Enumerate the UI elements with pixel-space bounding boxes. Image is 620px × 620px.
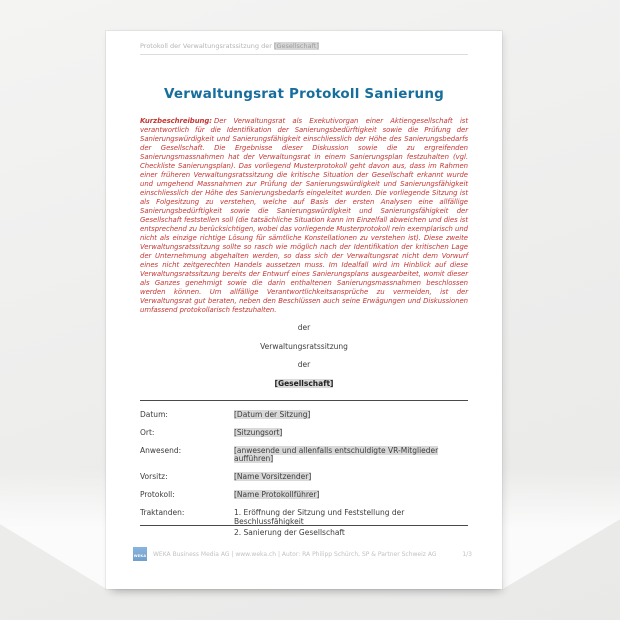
description-text: Der Verwaltungsrat als Exekutivorgan einer Aktiengesellschaft ist verantwortlich für die Identifikation der Sanierungsbedürftigkeit sowie die Prüfung der Sanierungswürdigkeit und Sanierungsfähigkeit einschliesslich der Höhe des Sanierungsbedarfs der Gesellschaft. Die Ergebnisse dieser Diskussion sowie die zu ergreifenden Sanierungsmassnahmen hat der Verwaltungsrat in einem Sanierungsplan festzuhalten (vgl. Checkliste Sanierungsplan). Das vorliegend Musterprotokoll geht davon aus, dass im Rahmen einer früheren Verwaltungsratssitzung die kritische Situation der Gesellschaft erkannt wurde und umgehend Massnahmen zur Prüfung der Sanierungswürdigkeit und Sanierungsfähigkeit einschliesslich der Höhe des Sanierungsbedarfs eingeleitet wurden. Die vorliegende Sitzung ist als Folgesitzung zu verstehen, welche auf Basis der ersten Analysen eine allfällige Sanierungsbedürftigkeit sowie die Sanierungswürdigkeit und Sanierungsfähigkeit der Gesellschaft feststellen soll (die tatsächliche Situation kann im Einzelfall abweichen und dies ist entsprechend zu berücksichtigen, wobei das vorliegende Musterprotokoll rein exemplarisch und nicht als einzige richtige Lösung für sämtliche Konstellationen zu verstehen ist). Diese zweite Verwaltungsratssitzung sollte so rasch wie möglich nach der Identifikation der kritischen Lage der Unternehmung abgehalten werden, so dass sich der Verwaltungsrat nicht dem Vorwurf eines nicht zeitgerechten Handels aussetzen muss. Im Idealfall wird im Hinblick auf diese Verwaltungsratssitzung bereits der Entwurf eines Sanierungsplans ausgearbeitet, womit dieser als Ganzes genehmigt sowie die darin enthaltenen Sanierungsmassnahmen beschlossen werden können. Um allfällige Verantwortlichkeitsansprüche zu vermeiden, ist der Verwaltungsrat gut beraten, neben den Beschlüssen auch seine Erwägungen und Diskussionen umfassend protokollarisch festzuhalten. [140,117,468,314]
description-label: Kurzbeschreibung: [140,117,212,125]
header-company-placeholder: [Gesellschaft] [273,42,319,50]
minutes-keeper-placeholder: [Name Protokollführer] [234,490,320,499]
detail-row [140,447,468,463]
agenda-item-1: 1. Eröffnung der Sitzung und Feststellung der Beschlussfähigkeit [234,508,405,526]
detail-value [234,429,468,437]
meeting-details [140,411,468,550]
divider-bottom [140,525,468,526]
location-placeholder: [Sitzungsort] [234,428,283,437]
footer-info: WEKA Business Media AG | www.weka.ch | Autor: RA Philipp Schürch, SP & Partner Schweiz AG [153,550,437,558]
detail-label: Vorsitz: [140,472,168,481]
short-description [140,117,468,315]
detail-row [140,429,468,437]
detail-value [234,447,468,463]
detail-label: Ort: [140,428,155,437]
agenda-item-2: 2. Sanierung der Gesellschaft [234,527,345,537]
divider-top [140,400,468,401]
detail-label: Datum: [140,410,168,419]
page-number: 1/3 [462,550,472,558]
page-lift-shadow-right [501,468,620,590]
subject-block [106,324,502,398]
date-placeholder: [Datum der Sitzung] [234,410,311,419]
chair-placeholder: [Name Vorsitzender] [234,472,312,481]
detail-row [140,473,468,481]
attendees-placeholder: [anwesende und allenfalls entschuldigte VR-Mitglieder aufführen] [234,446,439,463]
document-page [106,31,502,589]
company-placeholder-wrap [106,380,502,388]
subject-line-3: der [297,360,311,369]
detail-value [234,491,468,499]
weka-logo [133,547,147,561]
detail-value [234,411,468,419]
company-placeholder: [Gesellschaft] [274,378,334,388]
document-footer [133,546,472,562]
agenda-label: Traktanden: [140,508,185,517]
weka-logo-text: WEKA [133,554,147,558]
detail-value [234,473,468,481]
detail-row [140,411,468,419]
document-title: Verwaltungsrat Protokoll Sanierung [164,86,444,102]
subject-line-2: Verwaltungsratssitzung [260,341,348,351]
detail-label: Anwesend: [140,446,182,455]
detail-row [140,491,468,499]
document-header [140,42,468,55]
header-text: Protokoll der Verwaltungsratssitzung der [140,42,272,50]
page-lift-shadow-left [0,468,108,590]
detail-label: Protokoll: [140,490,175,499]
subject-line-1: der [297,323,311,332]
